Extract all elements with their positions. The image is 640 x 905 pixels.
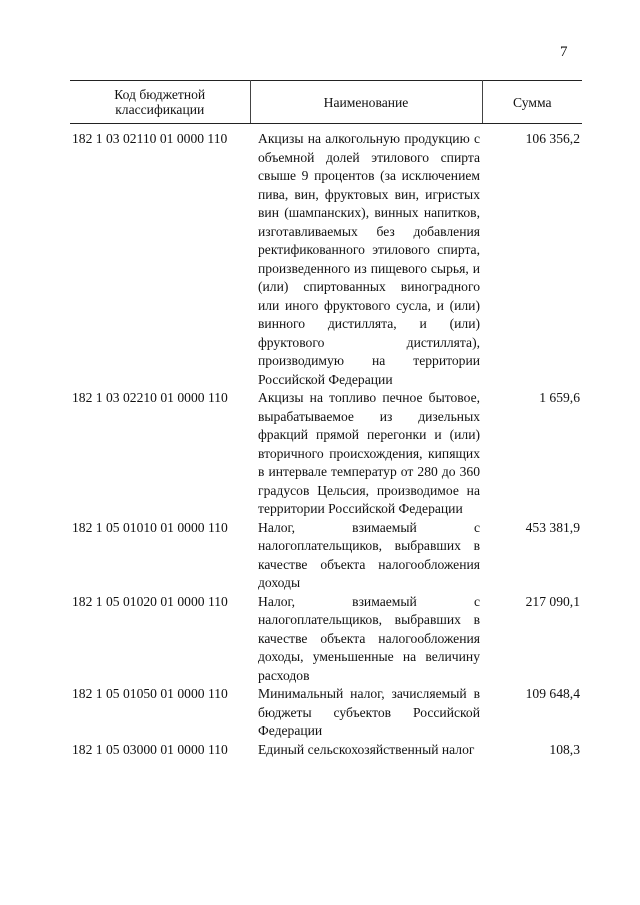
budget-revenue-table bbox=[70, 80, 582, 759]
row-code: 182 1 05 01050 01 0000 110 bbox=[72, 686, 228, 701]
header-sum: Сумма bbox=[482, 81, 582, 124]
row-sum: 108,3 bbox=[549, 741, 580, 757]
row-sum: 109 648,4 bbox=[525, 686, 580, 701]
row-code: 182 1 05 01020 01 0000 110 bbox=[72, 593, 228, 609]
row-code: 182 1 03 02110 01 0000 110 bbox=[72, 131, 228, 146]
row-code: 182 1 05 03000 01 0000 110 bbox=[72, 741, 228, 757]
row-code: 182 1 05 01010 01 0000 110 bbox=[72, 519, 228, 535]
table-row bbox=[70, 519, 582, 593]
row-name: Минимальный налог, зачисляемый в бюджеты субъектов Российской Федерации bbox=[258, 686, 480, 738]
row-name: Налог, взимаемый с налогоплательщиков, выбравших в качестве объекта налогообложения доходы, уменьшенные на величину расходов bbox=[258, 593, 480, 683]
row-sum: 217 090,1 bbox=[525, 593, 580, 609]
row-code: 182 1 03 02210 01 0000 110 bbox=[72, 390, 228, 405]
row-name: Акцизы на алкогольную продукцию с объемной долей этилового спирта свыше 9 процентов (за исключением пива, вин, фруктовых вин, игристых вин (шампанских), винных напитков, изготавливаемых без добавления ректификованного этилового спирта, произведенного из пищевого сырья, и (или) спиртованных виноградного или иного фруктового сусла, и (или) винного дистиллята, и (или) фруктового дистиллята), производимую на территории Российской Федерации bbox=[258, 131, 480, 387]
table-row bbox=[70, 741, 582, 760]
header-budget-code: Код бюджетной классификации bbox=[70, 81, 250, 124]
header-name: Наименование bbox=[250, 81, 482, 124]
page-number: 7 bbox=[560, 44, 568, 60]
row-name: Налог, взимаемый с налогоплательщиков, выбравших в качестве объекта налогообложения доходы bbox=[258, 519, 480, 590]
row-name: Акцизы на топливо печное бытовое, вырабатываемое из дизельных фракций прямой перегонки и (или) вторичного происхождения, кипящих в интервале температур от 280 до 360 градусов Цельсия, производимое на территории Российской Федерации bbox=[258, 390, 480, 516]
row-sum: 453 381,9 bbox=[525, 519, 580, 535]
row-sum: 106 356,2 bbox=[525, 131, 580, 146]
table-row bbox=[70, 685, 582, 741]
table-row bbox=[70, 593, 582, 686]
table-row bbox=[70, 389, 582, 519]
table-header-row bbox=[70, 81, 582, 124]
row-sum: 1 659,6 bbox=[539, 390, 580, 405]
row-name: Единый сельскохозяйственный налог bbox=[258, 741, 475, 757]
table-row bbox=[70, 130, 582, 389]
